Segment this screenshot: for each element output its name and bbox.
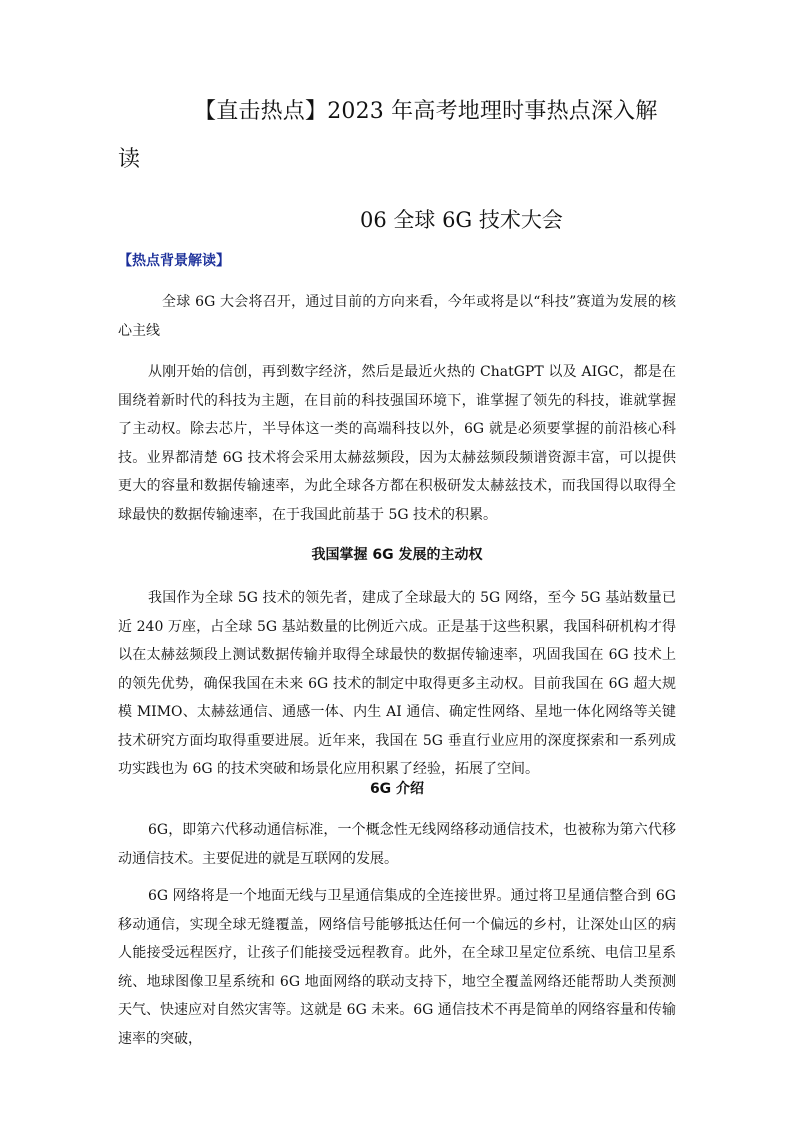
- paragraph-china-5g: 我国作为全球 5G 技术的领先者，建成了全球最大的 5G 网络，至今 5G 基站数量已近 240 万座，占全球 5G 基站数量的比例近六成。正是基于这些积累，我国科研机构才得以在太赫兹频段上测试数据传输并取得全球最快的数据传输速率，巩固我国在 6G 技术上的领先优势，确保我国在未来 6G 技术的制定中取得更多主动权。目前我国在 6G 超大规模 MIMO、太赫兹通信、通感一体、内生 AI 通信、确定性网络、星地一体化网络等关键技术研究方面均取得重要进展。近年来，我国在 5G 垂直行业应用的深度探索和一系列成功实践也为 6G 的技术突破和场景化应用积累了经验，拓展了空间。: [118, 590, 676, 777]
- paragraph-tech-background: 从刚开始的信创，再到数字经济，然后是最近火热的 ChatGPT 以及 AIGC，都是在围绕着新时代的科技为主题，在目前的科技强国环境下，谁掌握了领先的科技，谁就掌握了主动权。除去芯片，半导体这一类的高端科技以外，6G 就是必须要掌握的前沿核心科技。业界都清楚 6G 技术将会采用太赫兹频段，因为太赫兹频段频谱资源丰富，可以提供更大的容量和数据传输速率，为此全球各方都在积极研发太赫兹技术，而我国得以取得全球最快的数据传输速率，在于我国此前基于 5G 技术的积累。: [118, 364, 676, 523]
- heading-6g-intro: 6G 介绍: [369, 781, 425, 797]
- paragraph-intro: 全球 6G 大会将召开，通过目前的方向来看，今年或将是以“科技”赛道为发展的核心主线: [118, 294, 676, 339]
- document-subtitle: 06 全球 6G 技术大会: [360, 208, 563, 232]
- paragraph-6g-network: 6G 网络将是一个地面无线与卫星通信集成的全连接世界。通过将卫星通信整合到 6G 移动通信，实现全球无缝覆盖，网络信号能够抵达任何一个偏远的乡村，让深处山区的病人能接受远程医疗，让孩子们能接受远程教育。此外，在全球卫星定位系统、电信卫星系统、地球图像卫星系统和 6G 地面网络的联动支持下，地空全覆盖网络还能帮助人类预测天气、快速应对自然灾害等。这就是 6G 未来。6G 通信技术不再是简单的网络容量和传输速率的突破，: [118, 888, 676, 1047]
- heading-initiative: 我国掌握 6G 发展的主动权: [311, 547, 483, 563]
- section-tag-background: 【热点背景解读】: [118, 253, 230, 269]
- document-title-continued: 读: [118, 147, 141, 172]
- document-title: 【直击热点】2023 年高考地理时事热点深入解: [194, 99, 658, 124]
- paragraph-6g-definition: 6G，即第六代移动通信标准，一个概念性无线网络移动通信技术，也被称为第六代移动通信技术。主要促进的就是互联网的发展。: [118, 822, 676, 867]
